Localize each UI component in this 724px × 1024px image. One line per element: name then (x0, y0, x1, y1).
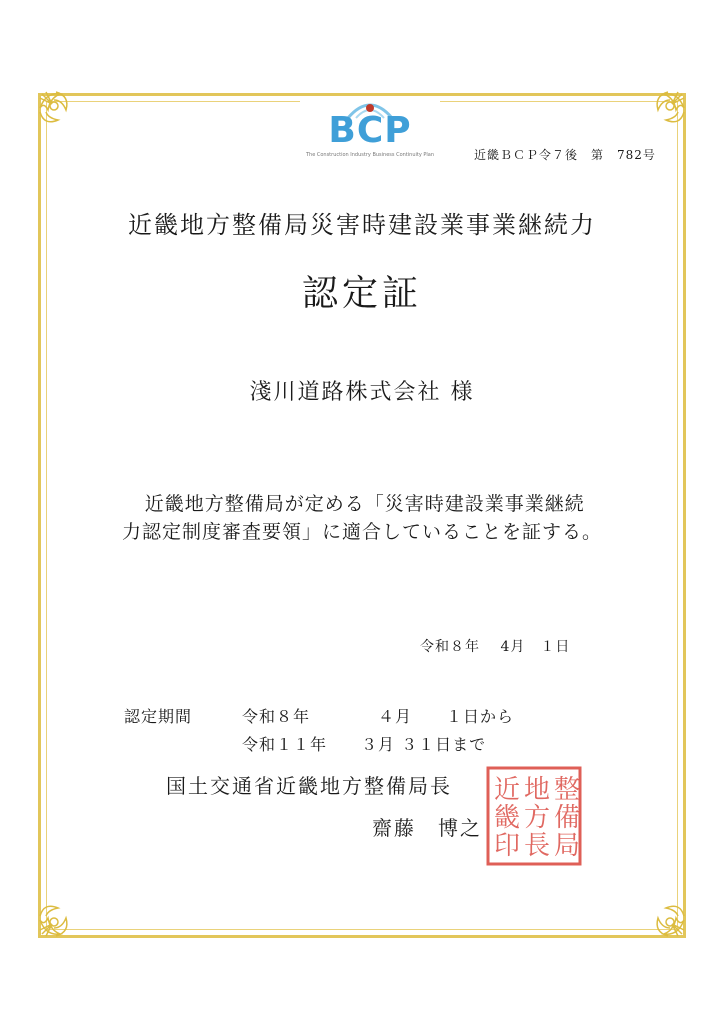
corner-ornament-icon (36, 88, 80, 132)
bcp-logo-subtitle: The Construction Industry Business Continuity Plan (305, 152, 435, 158)
period-label: 認定期間 (124, 707, 193, 726)
svg-text:印: 印 (494, 831, 521, 861)
svg-text:地: 地 (524, 775, 551, 805)
certificate-title-line1: 近畿地方整備局災害時建設業事業継続力 (128, 211, 596, 239)
svg-text:長: 長 (524, 831, 551, 861)
svg-text:備: 備 (554, 803, 581, 833)
period-end: 令和１１年 ３月 ３１日まで (242, 735, 487, 754)
svg-text:畿: 畿 (494, 803, 521, 833)
svg-text:整: 整 (554, 775, 581, 805)
recipient-name: 淺川道路株式会社 様 (249, 380, 475, 405)
corner-ornament-icon (644, 896, 688, 940)
corner-ornament-icon (644, 88, 688, 132)
certificate-number: 近畿ＢＣＰ令７後 第 782号 (474, 148, 656, 162)
certificate-title-line2: 認定証 (301, 273, 422, 314)
certification-statement (122, 490, 602, 546)
certification-statement-text: 近畿地方整備局が定める「災害時建設業事業継続力認定制度審査要領」に適合していることを証する。 (122, 493, 603, 543)
svg-text:局: 局 (554, 831, 581, 861)
corner-ornament-icon (36, 896, 80, 940)
issue-date: 令和８年 4月 １日 (420, 639, 571, 655)
svg-text:方: 方 (524, 803, 551, 833)
svg-text:近: 近 (494, 775, 521, 805)
period-start: 令和８年 ４月 １日から (242, 707, 515, 726)
official-seal-stamp (484, 764, 584, 868)
issuer-name: 齋藤 博之 (372, 816, 482, 840)
bcp-logo-text: BCP (328, 110, 412, 151)
issuer-title: 国土交通省近畿地方整備局長 (166, 774, 452, 798)
